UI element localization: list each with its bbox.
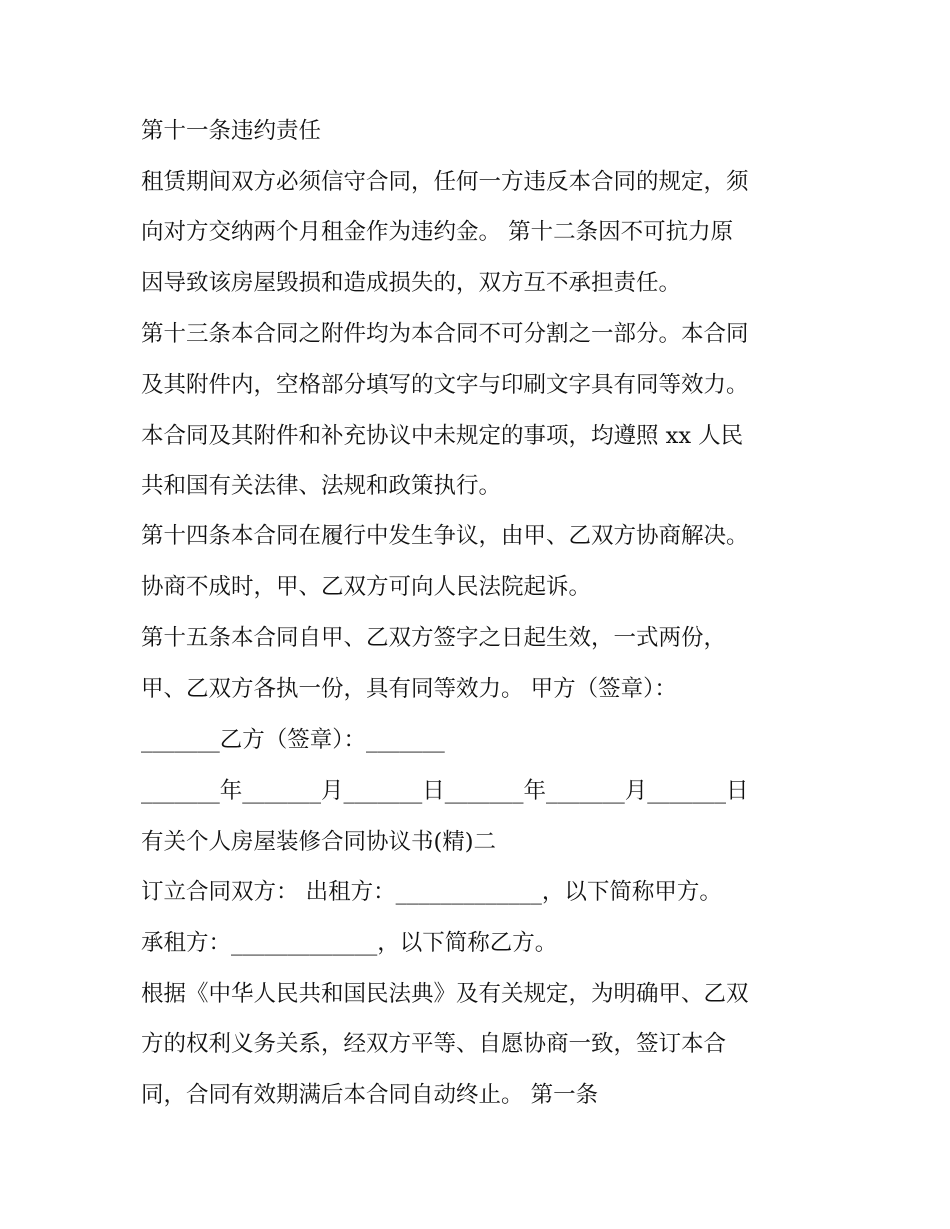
text-line: 协商不成时，甲、乙双方可向人民法院起诉。 xyxy=(141,574,592,600)
date-line: _______年_______月_______日_______年_______月_______日 xyxy=(141,778,749,804)
text-line: 同，合同有效期满后本合同自动终止。 第一条 xyxy=(141,1082,599,1108)
text-line: 因导致该房屋毁损和造成损失的，双方互不承担责任。 xyxy=(141,270,682,296)
text-line: 及其附件内，空格部分填写的文字与印刷文字具有同等效力。 xyxy=(141,372,749,398)
text-line: 租赁期间双方必须信守合同，任何一方违反本合同的规定，须 xyxy=(141,169,749,195)
text-line-article-13: 第十三条本合同之附件均为本合同不可分割之一部分。本合同 xyxy=(141,321,749,347)
text-line: 方的权利义务关系，经双方平等、自愿协商一致，签订本合 xyxy=(141,1031,727,1057)
text-line-article-15: 第十五条本合同自甲、乙双方签字之日起生效，一式两份， xyxy=(141,625,727,651)
section-heading: 有关个人房屋装修合同协议书(精)二 xyxy=(141,829,497,855)
text-line-article-14: 第十四条本合同在履行中发生争议，由甲、乙双方协商解决。 xyxy=(141,523,749,549)
text-line-parties: 订立合同双方： 出租方：_____________，以下简称甲方。 xyxy=(141,879,722,905)
text-line: 根据《中华人民共和国民法典》及有关规定，为明确甲、乙双 xyxy=(141,981,749,1007)
text-line: 本合同及其附件和补充协议中未规定的事项，均遵照 xx 人民 xyxy=(141,423,744,449)
signature-line: _______乙方（签章）：_______ xyxy=(141,727,445,753)
text-line: 甲、乙双方各执一份，具有同等效力。 甲方（签章）： xyxy=(141,676,677,702)
text-line-lessee: 承租方：_____________，以下简称乙方。 xyxy=(141,930,558,956)
text-line: 向对方交纳两个月租金作为违约金。 第十二条因不可抗力原 xyxy=(141,219,734,245)
text-line-article-11-title: 第十一条违约责任 xyxy=(141,118,322,144)
text-line: 共和国有关法律、法规和政策执行。 xyxy=(141,473,502,499)
